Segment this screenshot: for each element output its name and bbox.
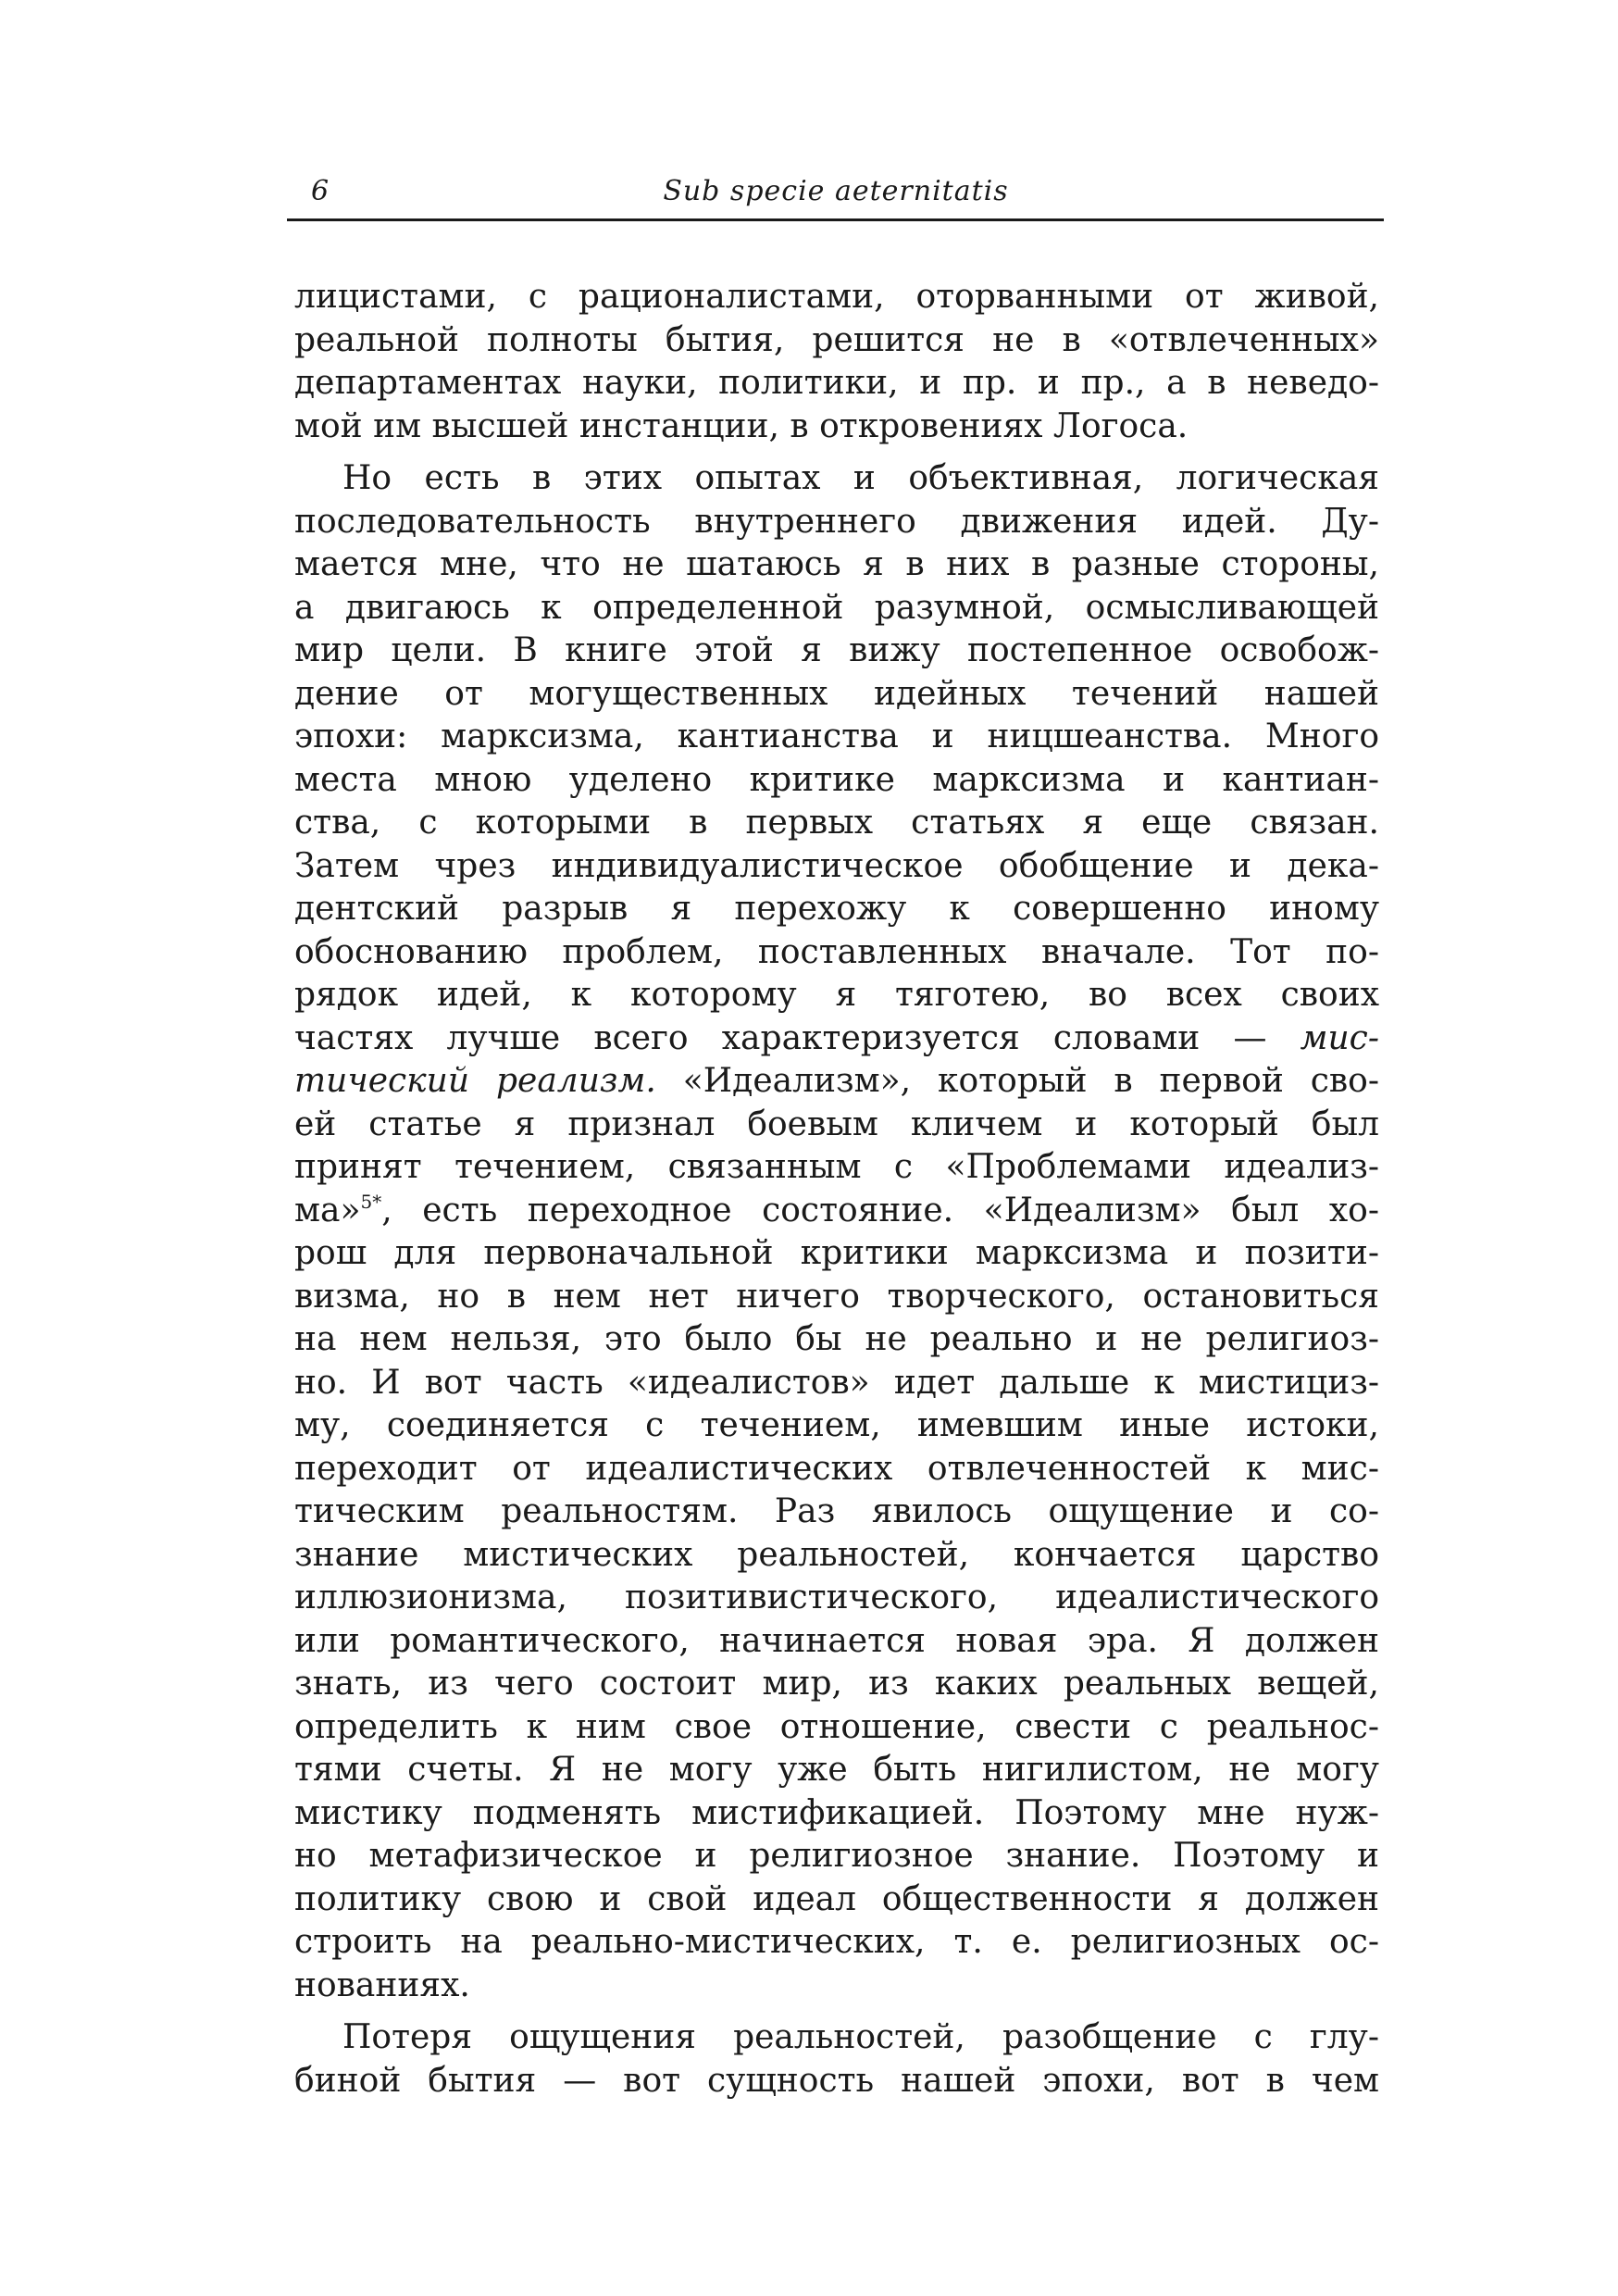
footnote-marker: 5* (360, 1190, 382, 1213)
text-line: строить на реально-мистических, т. е. религиозных ос- (294, 1923, 1379, 1961)
text-line: дентский разрыв я перехожу к совершенно иному (294, 890, 1379, 928)
paragraph-3 (294, 2016, 1379, 2103)
text-run: ма» (294, 1191, 361, 1229)
text-line: мир цели. В книге этой я вижу постепенное освобож- (294, 631, 1379, 669)
text-line (294, 1060, 1379, 1104)
text-line: реальной полноты бытия, решится не в «отвлеченных» (294, 320, 1379, 359)
text-line: дение от могущественных идейных течений нашей (294, 674, 1379, 713)
paragraph-1 (294, 276, 1379, 448)
text-line: Потеря ощущения реальностей, разобщение с глу- (342, 2018, 1379, 2056)
page-header (294, 172, 1377, 211)
italic-term: тический реализм. (294, 1062, 656, 1100)
text-line: рядок идей, к которому я тяготею, во всех своих (294, 976, 1379, 1014)
text-line: знать, из чего состоит мир, из каких реальных вещей, (294, 1665, 1379, 1703)
text-line (294, 1017, 1379, 1061)
text-line: или романтического, начинается новая эра. Я должен (294, 1621, 1379, 1660)
text-line: биной бытия — вот сущность нашей эпохи, вот в чем (294, 2061, 1379, 2100)
running-title: Sub specie aeternitatis (663, 175, 1009, 207)
text-line: принят течением, связанным с «Проблемами идеализ- (294, 1148, 1379, 1186)
text-line: лицистами, с рационалистами, оторванными от живой, (294, 278, 1379, 316)
text-line: переходит от идеалистических отвлеченностей к мис- (294, 1449, 1379, 1488)
text-line: но метафизическое и религиозное знание. Поэтому и (294, 1837, 1379, 1875)
text-line: тическим реальностям. Раз явилось ощущение и со- (294, 1492, 1379, 1530)
text-line: мается мне, что не шатаюсь я в них в разные стороны, (294, 545, 1379, 583)
text-line: места мною уделено критике марксизма и кантиан- (294, 760, 1379, 799)
text-line: обоснованию проблем, поставленных вначале. Тот по- (294, 932, 1379, 971)
text-line: ства, с которыми в первых статьях я еще связан. (294, 804, 1379, 842)
text-line: Но есть в этих опытах и объективная, логическая (342, 459, 1379, 497)
text-line: Затем чрез индивидуалистическое обобщение и дека- (294, 846, 1379, 885)
text-line: определить к ним свое отношение, свести с реальнос- (294, 1707, 1379, 1746)
text-run: частях лучше всего характеризуется словами — (294, 1018, 1301, 1057)
text-line: мой им высшей инстанции, в откровениях Логоса. (294, 406, 1189, 445)
text-line: последовательность внутреннего движения идей. Ду- (294, 502, 1379, 541)
page-number: 6 (311, 175, 330, 207)
text-line: визма, но в нем нет ничего творческого, остановиться (294, 1277, 1379, 1316)
text-line: нованиях. (294, 1965, 470, 2004)
text-line (294, 1190, 1379, 1233)
text-line: мистику подменять мистификацией. Поэтому мне нуж- (294, 1793, 1379, 1832)
text-run: «Идеализм», который в первой сво- (655, 1062, 1379, 1100)
text-line: тями счеты. Я не могу уже быть нигилистом, не могу (294, 1751, 1379, 1789)
italic-term: мис- (1300, 1018, 1379, 1057)
text-line: а двигаюсь к определенной разумной, осмысливающей (294, 588, 1379, 627)
text-line: иллюзионизма, позитивистического, идеалистического (294, 1578, 1379, 1616)
text-line: на нем нельзя, это было бы не реально и не религиоз- (294, 1320, 1379, 1358)
text-line: му, соединяется с течением, имевшим иные истоки, (294, 1406, 1379, 1444)
text-line: но. И вот часть «идеалистов» идет дальше к мистициз- (294, 1363, 1379, 1402)
text-line: знание мистических реальностей, кончается царство (294, 1535, 1379, 1574)
text-line: департаментах науки, политики, и пр. и пр., а в неведо- (294, 364, 1379, 402)
body-text (294, 276, 1379, 2103)
text-line: ей статье я признал боевым кличем и который был (294, 1104, 1379, 1143)
text-line: эпохи: марксизма, кантианства и ницшеанства. Много (294, 718, 1379, 755)
text-line: политику свою и свой идеал общественности я должен (294, 1879, 1379, 1918)
header-rule (287, 218, 1384, 221)
text-run: , есть переходное состояние. «Идеализм» был хо- (381, 1191, 1379, 1229)
paragraph-2 (294, 457, 1379, 2007)
text-line: рош для первоначальной критики марксизма и позити- (294, 1234, 1379, 1272)
